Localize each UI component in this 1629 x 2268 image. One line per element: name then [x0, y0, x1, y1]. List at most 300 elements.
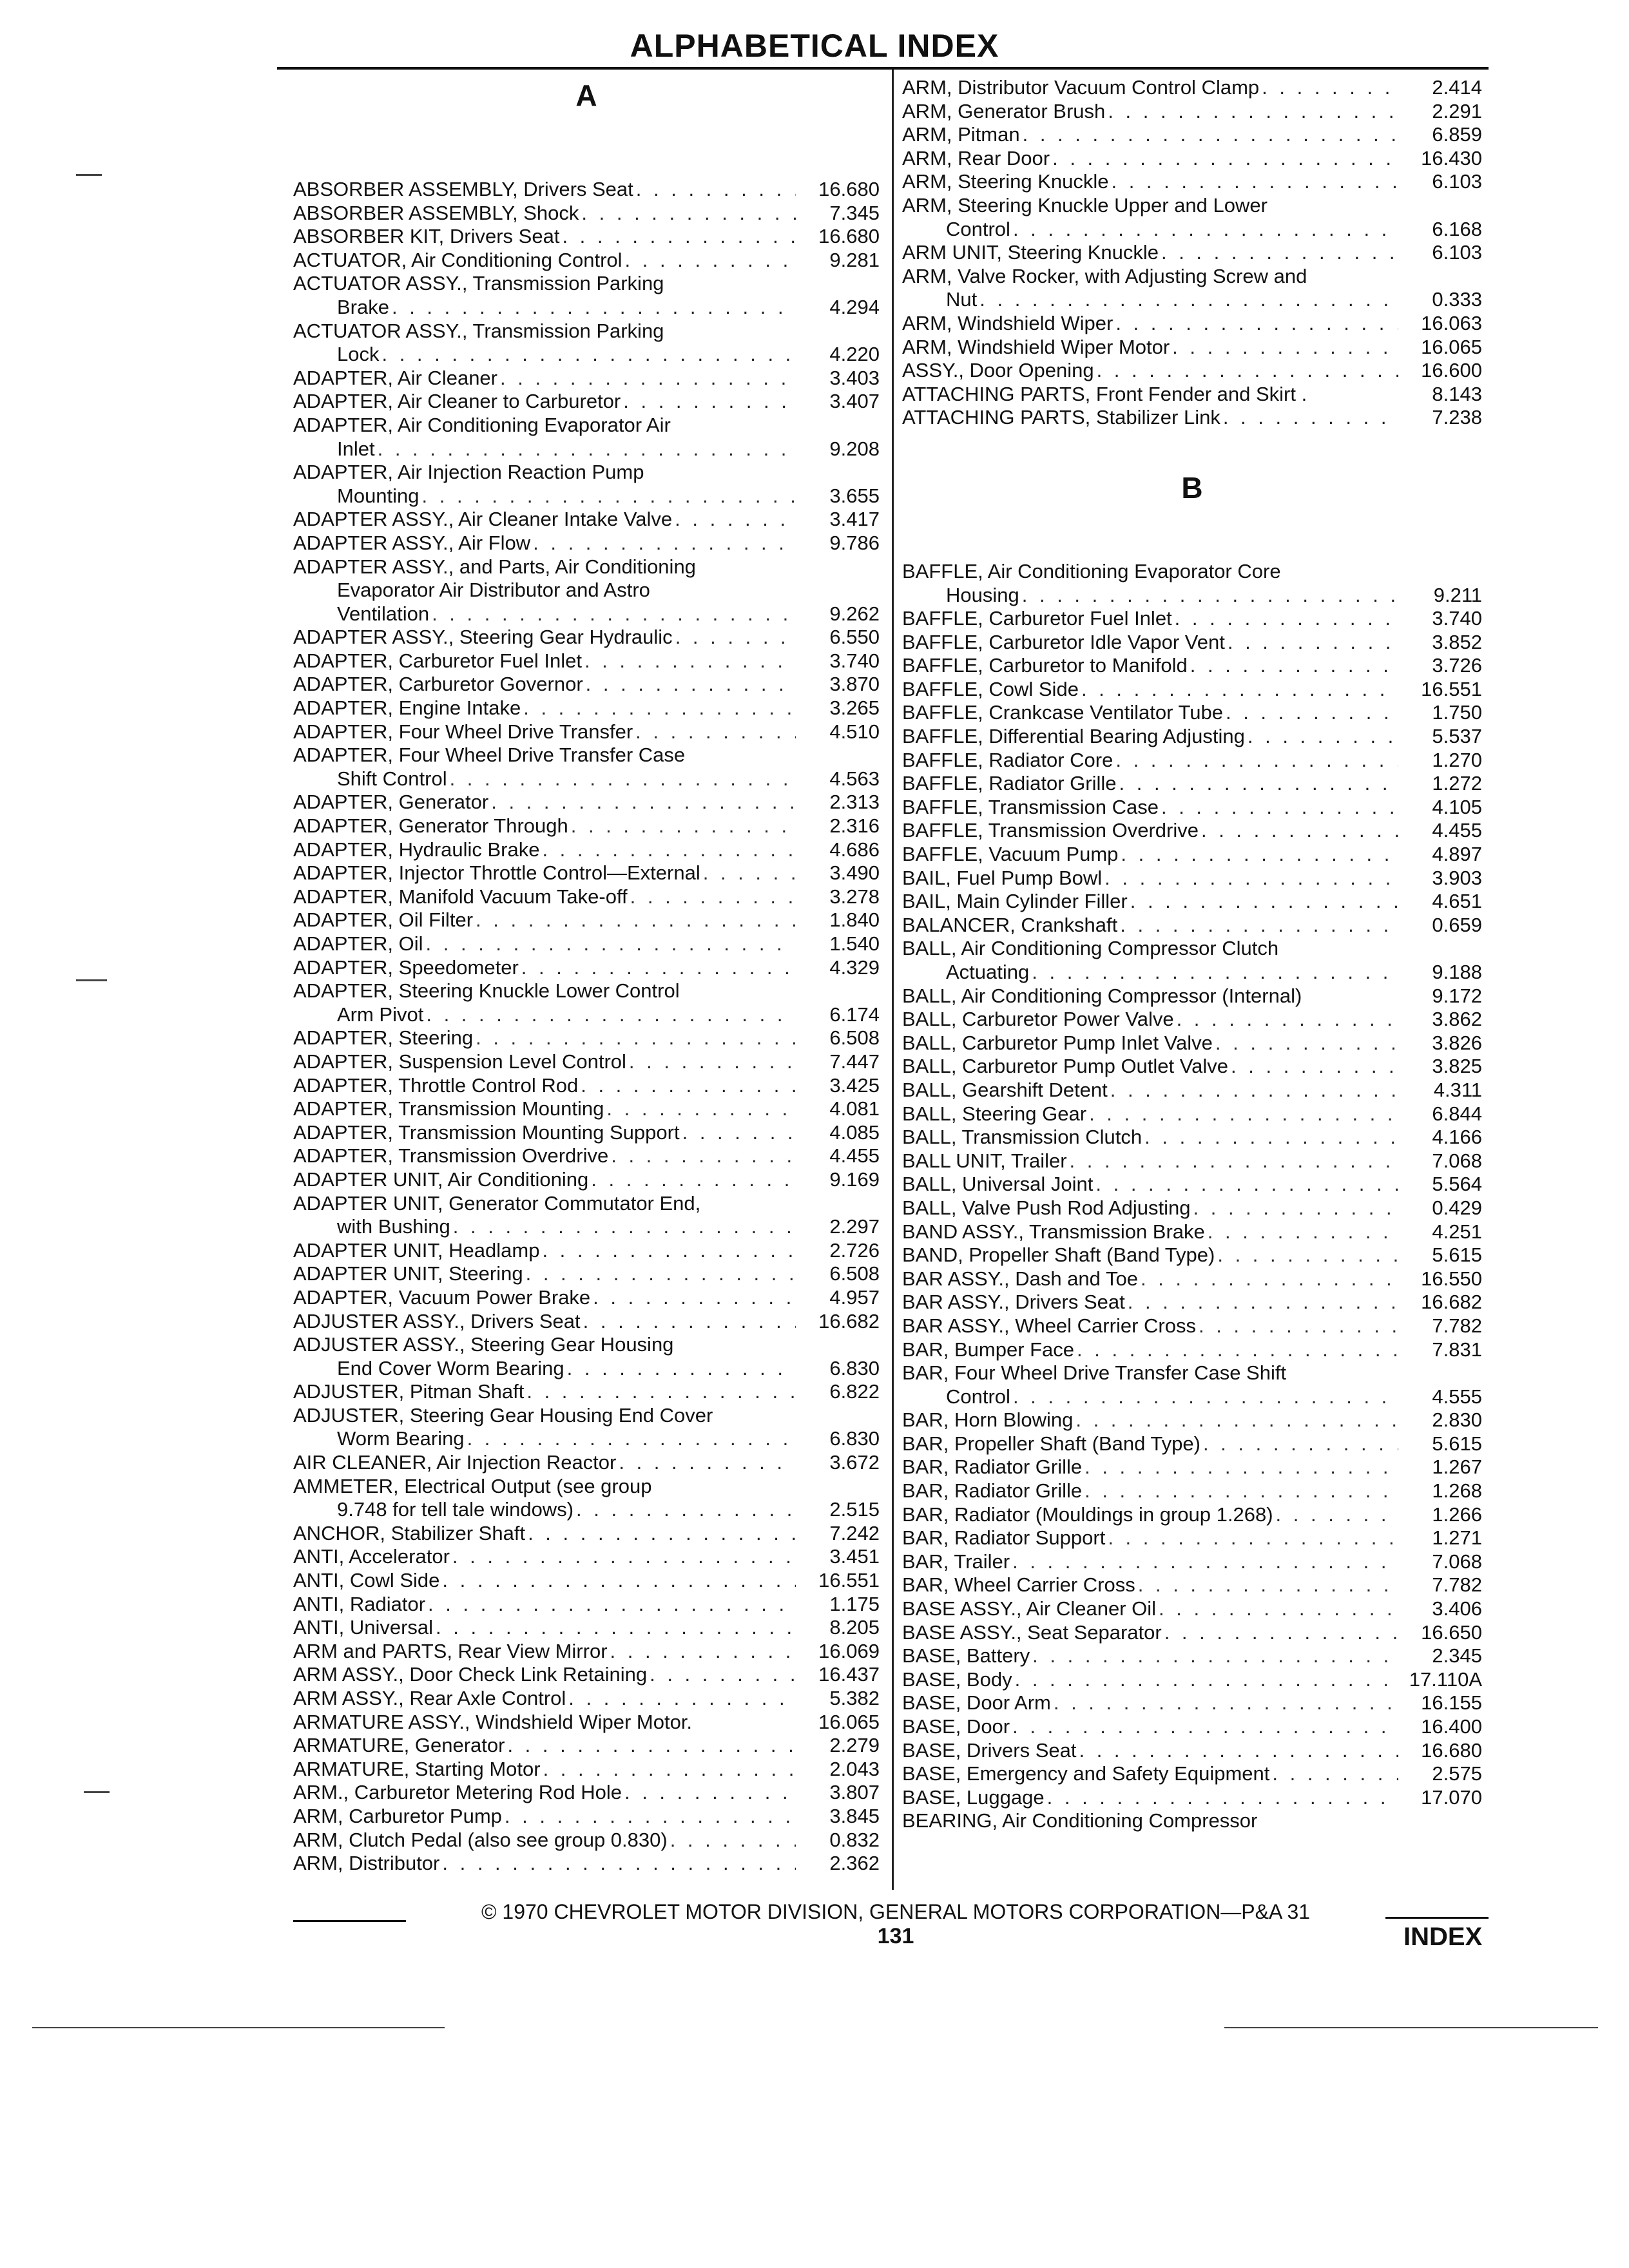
entry-group-number: 4.251: [1432, 1220, 1482, 1243]
index-entry: [293, 1852, 880, 1876]
index-entry: [902, 336, 1482, 360]
leader-dots: [1079, 678, 1398, 702]
leader-dots: [582, 649, 796, 673]
index-entry: [293, 485, 880, 508]
index-entry: [902, 1644, 1482, 1668]
entry-label: ADAPTER, Generator: [293, 791, 489, 814]
entry-label: Evaporator Air Distributor and Astro: [337, 579, 650, 602]
leader-dots: [473, 1026, 796, 1050]
leader-dots: [633, 178, 796, 202]
leader-dots: [505, 1734, 796, 1758]
index-entry: [293, 1522, 880, 1546]
index-entry: [902, 1739, 1482, 1763]
entry-group-number: 0.659: [1432, 913, 1482, 936]
entry-label: BAFFLE, Vacuum Pump: [902, 843, 1119, 866]
entry-label: ADAPTER, Transmission Overdrive: [293, 1144, 609, 1168]
entry-label: ATTACHING PARTS, Front Fender and Skirt .: [902, 382, 1307, 405]
leader-dots: [379, 343, 796, 367]
leader-dots: [450, 1545, 796, 1569]
entry-label: Mounting: [337, 484, 419, 507]
leader-dots: [1076, 1739, 1398, 1763]
entry-label: ARM, Valve Rocker, with Adjusting Screw and: [902, 264, 1307, 287]
entry-label: BASE ASSY., Air Cleaner Oil: [902, 1597, 1157, 1620]
index-entry: [902, 819, 1482, 843]
entry-group-number: 3.425: [829, 1073, 880, 1097]
index-entry: [902, 123, 1482, 147]
entry-label: BAR, Bumper Face: [902, 1338, 1075, 1361]
index-entry: [902, 772, 1482, 796]
entry-label: ADAPTER, Engine Intake: [293, 697, 521, 720]
index-entry: [902, 796, 1482, 820]
entry-group-number: 3.451: [829, 1545, 880, 1568]
entry-label: ADAPTER, Manifold Vacuum Take-off: [293, 885, 628, 908]
index-entry: [902, 241, 1482, 265]
entry-label: BAIL, Main Cylinder Filler: [902, 890, 1128, 913]
index-entry: [902, 170, 1482, 194]
entry-group-number: 2.291: [1432, 99, 1482, 122]
entry-label: ASSY., Door Opening: [902, 359, 1094, 382]
index-entry: [293, 1144, 880, 1168]
entry-group-number: 4.563: [829, 767, 880, 790]
entry-label: ADAPTER UNIT, Generator Commutator End,: [293, 1191, 701, 1215]
entry-group-number: 2.575: [1432, 1762, 1482, 1785]
index-entry: [902, 1479, 1482, 1503]
entry-label: ADJUSTER, Steering Gear Housing End Cover: [293, 1403, 713, 1427]
index-entry: [293, 1711, 880, 1735]
index-entry: [293, 272, 880, 296]
entry-group-number: 4.555: [1432, 1385, 1482, 1408]
index-entry: [902, 1526, 1482, 1550]
entry-label: BAND ASSY., Transmission Brake: [902, 1220, 1205, 1243]
index-entry: [902, 890, 1482, 914]
leader-dots: [1050, 147, 1398, 171]
leader-dots: [680, 1121, 796, 1145]
leader-dots: [488, 791, 796, 814]
entry-group-number: 6.508: [829, 1026, 880, 1050]
entry-group-number: 2.515: [829, 1498, 880, 1521]
leader-dots: [1105, 100, 1398, 124]
entry-group-number: 7.345: [829, 201, 880, 224]
entry-group-number: 6.103: [1432, 241, 1482, 264]
entry-label: ABSORBER KIT, Drivers Seat: [293, 225, 560, 248]
leader-dots: [566, 1687, 796, 1711]
entry-group-number: 16.065: [1421, 335, 1482, 358]
entry-label: ADAPTER UNIT, Steering: [293, 1262, 523, 1285]
entry-label: ADAPTER ASSY., and Parts, Air Conditioning: [293, 555, 696, 578]
entry-label: BALL, Carburetor Pump Inlet Valve: [902, 1031, 1213, 1054]
index-entry: [293, 908, 880, 932]
column-divider: [892, 70, 894, 1890]
leader-dots: [524, 1380, 796, 1404]
leader-dots: [1205, 1220, 1398, 1244]
leader-dots: [447, 767, 796, 791]
left-entries: [293, 178, 880, 1876]
leader-dots: [502, 1805, 796, 1829]
entry-group-number: 16.155: [1421, 1691, 1482, 1715]
index-entry: [293, 885, 880, 909]
index-entry: [293, 1569, 880, 1593]
index-entry: [902, 631, 1482, 655]
leader-dots: [1128, 890, 1398, 914]
entry-label: ARM, Steering Knuckle: [902, 170, 1109, 193]
index-entry: [902, 1126, 1482, 1149]
page-title: ALPHABETICAL INDEX: [630, 28, 999, 64]
entry-group-number: 16.069: [818, 1639, 880, 1662]
index-entry: [293, 626, 880, 649]
entry-group-number: 4.311: [1433, 1078, 1482, 1101]
entry-label: ADJUSTER ASSY., Steering Gear Housing: [293, 1333, 674, 1356]
entry-group-number: 0.429: [1432, 1196, 1482, 1219]
index-entry: [902, 1550, 1482, 1574]
left-column: [293, 76, 880, 1876]
index-entry: [902, 607, 1482, 631]
leader-dots: [628, 885, 796, 909]
entry-group-number: 16.680: [818, 178, 880, 200]
leader-dots: [626, 1050, 796, 1074]
entry-group-number: 4.166: [1432, 1126, 1482, 1149]
entry-label: ADAPTER UNIT, Headlamp: [293, 1238, 540, 1262]
index-entry: [902, 1573, 1482, 1597]
footer-rule-left: [293, 1920, 406, 1922]
entry-group-number: 17.110A: [1409, 1667, 1482, 1691]
entry-label: ADAPTER, Hydraulic Brake: [293, 838, 540, 861]
entry-group-number: 4.081: [829, 1097, 880, 1120]
entry-label: Nut: [946, 288, 978, 311]
entry-group-number: 6.174: [829, 1003, 880, 1026]
entry-label: BAR, Horn Blowing: [902, 1408, 1074, 1432]
index-entry: [293, 861, 880, 885]
leader-dots: [523, 1262, 796, 1286]
leader-dots: [539, 838, 796, 862]
index-entry: [902, 937, 1482, 961]
entry-label: ACTUATOR ASSY., Transmission Parking: [293, 319, 664, 342]
right-b-entries: [902, 560, 1482, 1833]
entry-group-number: 6.103: [1432, 170, 1482, 193]
index-entry: [902, 1432, 1482, 1456]
leader-dots: [1105, 1526, 1398, 1550]
index-entry: [293, 1781, 880, 1805]
index-entry: [293, 791, 880, 814]
index-entry: [902, 584, 1482, 608]
index-entry: [293, 178, 880, 202]
entry-group-number: 16.551: [818, 1569, 880, 1592]
entry-label: BASE, Body: [902, 1667, 1012, 1691]
entry-label: BAR, Four Wheel Drive Transfer Case Shift: [902, 1361, 1287, 1385]
entry-group-number: 3.862: [1432, 1008, 1482, 1031]
index-entry: [293, 1640, 880, 1664]
section-letter-b: B: [1181, 470, 1203, 505]
entry-label: BASE, Luggage: [902, 1785, 1045, 1809]
leader-dots: [583, 673, 796, 697]
index-entry: [293, 1427, 880, 1451]
entry-group-number: 7.238: [1432, 406, 1482, 429]
entry-label: ARM., Carburetor Metering Rod Hole: [293, 1781, 622, 1804]
entry-group-number: 1.267: [1432, 1456, 1482, 1479]
entry-group-number: 4.085: [829, 1120, 880, 1144]
entry-label: ARM UNIT, Steering Knuckle: [902, 241, 1159, 264]
index-entry: [902, 359, 1482, 383]
index-entry: [902, 725, 1482, 749]
leader-dots: [1191, 1196, 1399, 1220]
leader-dots: [389, 296, 796, 320]
entry-group-number: 2.830: [1432, 1408, 1482, 1432]
leader-dots: [423, 1003, 796, 1027]
index-entry: [902, 1668, 1482, 1692]
entry-label: BAFFLE, Transmission Overdrive: [902, 819, 1199, 842]
index-entry: [902, 914, 1482, 937]
leader-dots: [622, 249, 796, 273]
leader-dots: [375, 437, 796, 461]
entry-label: ANTI, Accelerator: [293, 1545, 450, 1568]
entry-group-number: 3.655: [829, 484, 880, 507]
entry-group-number: 3.825: [1432, 1055, 1482, 1078]
index-entry: [902, 1361, 1482, 1385]
index-entry: [293, 508, 880, 532]
entry-label: BAR, Radiator Grille: [902, 1456, 1083, 1479]
entry-label: with Bushing: [337, 1215, 450, 1238]
entry-label: BALL, Air Conditioning Compressor Clutch: [902, 937, 1279, 960]
index-entry: [293, 1758, 880, 1782]
index-entry: [902, 1762, 1482, 1786]
index-entry: [293, 932, 880, 956]
entry-group-number: 16.400: [1421, 1715, 1482, 1738]
entry-label: Control: [946, 217, 1010, 240]
leader-dots: [1172, 607, 1398, 631]
leader-dots: [465, 1427, 796, 1451]
section-letter-a: A: [575, 79, 597, 112]
index-entry: [293, 697, 880, 720]
leader-dots: [521, 697, 796, 720]
index-entry: [293, 390, 880, 414]
entry-label: ADJUSTER, Pitman Shaft: [293, 1380, 525, 1403]
entry-label: ARMATURE, Starting Motor: [293, 1757, 541, 1780]
index-entry: [902, 1691, 1482, 1715]
leader-dots: [433, 1616, 796, 1640]
entry-group-number: 17.070: [1421, 1785, 1482, 1809]
leader-dots: [519, 956, 796, 980]
index-entry: [902, 1809, 1482, 1833]
index-entry: [293, 1805, 880, 1829]
entry-group-number: 4.455: [829, 1144, 880, 1168]
entry-label: Worm Bearing: [337, 1427, 465, 1450]
index-entry: [293, 1286, 880, 1310]
leader-dots: [1045, 1786, 1398, 1810]
entry-label: BAFFLE, Crankcase Ventilator Tube: [902, 701, 1223, 724]
entry-label: ADAPTER, Carburetor Governor: [293, 673, 583, 696]
entry-label: ADAPTER ASSY., Steering Gear Hydraulic: [293, 626, 673, 649]
entry-group-number: 16.430: [1421, 146, 1482, 169]
leader-dots: [1108, 1079, 1398, 1102]
entry-group-number: 9.211: [1433, 583, 1482, 606]
index-entry: [293, 367, 880, 390]
index-entry: [293, 1310, 880, 1334]
leader-dots: [633, 720, 796, 744]
entry-group-number: 4.510: [829, 720, 880, 743]
index-entry: [902, 749, 1482, 773]
entry-group-number: 3.403: [829, 366, 880, 389]
entry-group-number: 1.840: [829, 908, 880, 932]
leader-dots: [1051, 1691, 1398, 1715]
entry-label: BAR, Propeller Shaft (Band Type): [902, 1432, 1200, 1455]
entry-label: BAR, Trailer: [902, 1550, 1010, 1573]
index-entry: [293, 532, 880, 555]
entry-group-number: 3.740: [829, 649, 880, 672]
entry-label: ARM, Generator Brush: [902, 99, 1106, 122]
entry-label: BALL, Air Conditioning Compressor (Internal): [902, 984, 1302, 1007]
entry-label: BALL, Valve Push Rod Adjusting: [902, 1196, 1191, 1219]
entry-group-number: 3.740: [1432, 607, 1482, 630]
entry-label: 9.748 for tell tale windows): [337, 1498, 574, 1521]
leader-dots: [525, 1522, 796, 1546]
leader-dots: [1102, 867, 1398, 890]
entry-label: ACTUATOR ASSY., Transmission Parking: [293, 272, 664, 295]
entry-label: BAR, Wheel Carrier Cross: [902, 1573, 1135, 1597]
entry-group-number: 1.271: [1432, 1526, 1482, 1550]
index-entry: [902, 1786, 1482, 1810]
entry-group-number: 6.859: [1432, 123, 1482, 146]
entry-label: ADAPTER, Transmission Mounting Support: [293, 1120, 680, 1144]
leader-dots: [1029, 961, 1398, 985]
leader-dots: [568, 814, 796, 838]
entry-group-number: 1.270: [1432, 748, 1482, 771]
entry-label: ARMATURE ASSY., Windshield Wiper Motor.: [293, 1710, 693, 1733]
index-entry: [902, 843, 1482, 867]
entry-group-number: 8.205: [829, 1616, 880, 1639]
entry-label: ADAPTER, Transmission Mounting: [293, 1097, 604, 1120]
entry-group-number: 2.313: [829, 791, 880, 814]
entry-group-number: 1.540: [829, 932, 880, 955]
leader-dots: [1074, 1338, 1398, 1362]
entry-label: ADAPTER, Speedometer: [293, 956, 519, 979]
entry-label: ADAPTER ASSY., Air Cleaner Intake Valve: [293, 508, 673, 531]
leader-dots: [1200, 1432, 1398, 1456]
index-entry: [293, 720, 880, 744]
leader-dots: [1174, 1008, 1398, 1032]
leader-dots: [621, 390, 796, 414]
entry-group-number: 3.265: [829, 697, 880, 720]
scan-mark: [76, 174, 102, 176]
leader-dots: [559, 225, 796, 249]
entry-label: ADAPTER, Four Wheel Drive Transfer: [293, 720, 633, 743]
entry-label: BAFFLE, Air Conditioning Evaporator Core: [902, 559, 1281, 582]
footer-rule-right: [1385, 1917, 1489, 1919]
index-entry: [293, 979, 880, 1003]
entry-label: ADAPTER, Throttle Control Rod: [293, 1073, 579, 1097]
index-entry: [293, 249, 880, 273]
leader-dots: [590, 1286, 796, 1310]
entry-label: ADAPTER, Air Injection Reaction Pump: [293, 461, 644, 484]
entry-group-number: 2.297: [829, 1215, 880, 1238]
index-entry: [293, 320, 880, 343]
entry-label: AMMETER, Electrical Output (see group: [293, 1474, 652, 1497]
index-entry: [293, 1215, 880, 1239]
entry-group-number: 3.807: [829, 1781, 880, 1804]
scan-mark: [1224, 2027, 1598, 2028]
leader-dots: [1010, 1550, 1398, 1574]
entry-group-number: 6.830: [829, 1427, 880, 1450]
entry-label: ADAPTER, Steering: [293, 1026, 474, 1050]
index-entry: [902, 76, 1482, 100]
entry-group-number: 3.826: [1432, 1031, 1482, 1054]
entry-group-number: 0.832: [829, 1828, 880, 1851]
entry-label: BASE, Emergency and Safety Equipment: [902, 1762, 1270, 1785]
index-entry: [902, 1055, 1482, 1079]
leader-dots: [604, 1097, 796, 1121]
leader-dots: [616, 1451, 796, 1475]
entry-group-number: 8.143: [1432, 382, 1482, 405]
entry-group-number: 7.068: [1432, 1149, 1482, 1172]
entry-group-number: 2.316: [829, 814, 880, 838]
leader-dots: [425, 1593, 796, 1617]
index-entry: [902, 1220, 1482, 1244]
index-entry: [293, 1168, 880, 1192]
leader-dots: [1067, 1149, 1398, 1173]
index-entry: [293, 956, 880, 980]
leader-dots: [1138, 1267, 1398, 1291]
entry-group-number: 1.266: [1432, 1503, 1482, 1526]
entry-group-number: 4.105: [1432, 795, 1482, 818]
leader-dots: [1082, 1479, 1398, 1503]
entry-group-number: 3.672: [829, 1451, 880, 1474]
index-entry: [293, 555, 880, 579]
entry-label: ARM, Rear Door: [902, 146, 1050, 169]
index-entry: [293, 1050, 880, 1074]
leader-dots: [423, 932, 796, 956]
leader-dots: [473, 908, 796, 932]
index-entry: [902, 1291, 1482, 1314]
entry-label: ACTUATOR, Air Conditioning Control: [293, 248, 622, 271]
entry-group-number: 1.750: [1432, 701, 1482, 724]
index-entry: [293, 1262, 880, 1286]
leader-dots: [1113, 749, 1398, 773]
index-entry: [902, 265, 1482, 289]
entry-group-number: 1.175: [829, 1592, 880, 1615]
index-entry: [293, 202, 880, 226]
index-entry: [293, 1616, 880, 1640]
index-entry: [902, 1102, 1482, 1126]
index-entry: [293, 1593, 880, 1617]
entry-label: ARM, Steering Knuckle Upper and Lower: [902, 193, 1268, 216]
leader-dots: [1125, 1291, 1398, 1314]
leader-dots: [622, 1781, 796, 1805]
entry-label: BALL, Gearshift Detent: [902, 1078, 1108, 1101]
index-entry: [293, 1239, 880, 1263]
entry-group-number: 3.726: [1432, 654, 1482, 677]
entry-group-number: 9.786: [829, 531, 880, 554]
leader-dots: [1135, 1573, 1398, 1597]
leader-dots: [647, 1663, 796, 1687]
entry-label: Actuating: [946, 961, 1030, 983]
entry-group-number: 9.281: [829, 248, 880, 271]
right-column: [902, 76, 1482, 1833]
right-top-entries: [902, 76, 1482, 430]
entry-label: BEARING, Air Conditioning Compressor: [902, 1809, 1258, 1832]
entry-group-number: 4.220: [829, 343, 880, 366]
leader-dots: [1199, 819, 1398, 843]
entry-label: BASE, Drivers Seat: [902, 1738, 1077, 1762]
footer-copyright: © 1970 CHEVROLET MOTOR DIVISION, GENERAL MOTORS CORPORATION—P&A 31: [481, 1900, 1311, 1923]
entry-group-number: 2.414: [1432, 76, 1482, 99]
entry-label: BASE, Battery: [902, 1644, 1030, 1667]
entry-group-number: 7.782: [1432, 1314, 1482, 1337]
index-entry: [293, 1003, 880, 1027]
leader-dots: [419, 485, 796, 508]
index-entry: [902, 194, 1482, 218]
index-entry: [902, 1385, 1482, 1409]
index-entry: [902, 100, 1482, 124]
entry-group-number: 4.455: [1432, 819, 1482, 842]
entry-group-number: 2.362: [829, 1852, 880, 1875]
